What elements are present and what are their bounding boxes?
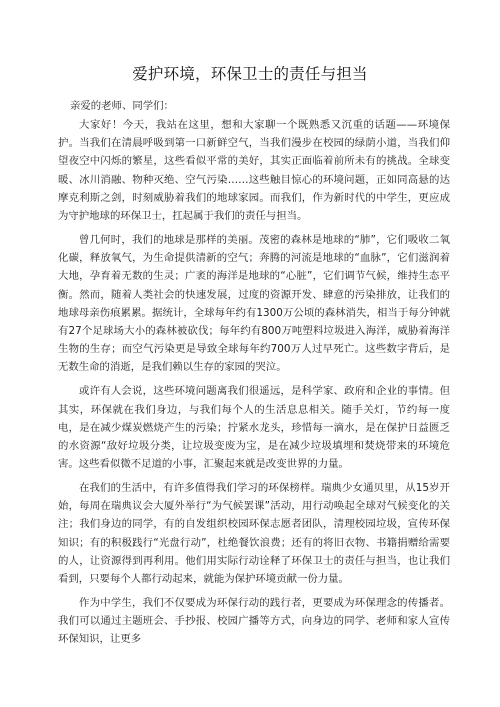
document-title: 爱护环境，环保卫士的责任与担当: [132, 65, 368, 83]
paragraph-2: 曾几何时，我们的地球是那样的美丽。茂密的森林是地球的“肺”，它们吸收二氧化碳，释放氧气，为生命提供清新的空气；奔腾的河流是地球的“血脉”，它们滋润着大地，孕育着无数的生灵；广袤的海洋是地球的“心脏”，它们调节气候，维持生态平衡。然而，随着人类社会的快速发展，过度的资源开发、肆意的污染排放，让我们的地球母亲伤痕累累。据统计，全球每年约有1300万公顷的森林消失，相当于每分钟就有27个足球场大小的森林被砍伐；每年约有800万吨塑料垃圾进入海洋，威胁着海洋生物的生存；而空气污染更是导致全球每年约700万人过早死亡。这些数字背后，是无数生命的消逝，是我们赖以生存的家园的哭泣。: [58, 234, 450, 374]
paragraph-4: 在我们的生活中，有许多值得我们学习的环保榜样。瑞典少女通贝里，从15岁开始，每周在瑞典议会大厦外举行“为气候罢课”活动，用行动唤起全球对气候变化的关注；我们身边的同学，有的自发组织校园环保志愿者团队，清理校园垃圾，宣传环保知识；有的积极践行“光盘行动”，杜绝餐饮浪费；还有的将旧衣物、书籍捐赠给需要的人，让资源得到再利用。他们用实际行动诠释了环保卫士的责任与担当，也让我们看到，只要每个人都行动起来，就能为保护环境贡献一份力量。: [58, 482, 450, 585]
salutation: 亲爱的老师、同学们：: [70, 100, 174, 112]
document-body: [58, 97, 450, 649]
paragraph-1: 大家好！今天，我站在这里，想和大家聊一个既熟悉又沉重的话题——环境保护。当我们在清晨呼吸到第一口新鲜空气，当我们漫步在校园的绿荫小道，当我们仰望夜空中闪烁的繁星，这些看似平常的美好，其实正面临着前所未有的挑战。全球变暖、冰川消融、物种灭绝、空气污染……这些触目惊心的环境问题，正如同高悬的达摩克利斯之剑，时刻威胁着我们的地球家园。而我们，作为新时代的中学生，更应成为守护地球的环保卫士，扛起属于我们的责任与担当。: [58, 119, 450, 222]
paragraph-3: 或许有人会说，这些环境问题离我们很遥远，是科学家、政府和企业的事情。但其实，环保就在我们身边，与我们每个人的生活息息相关。随手关灯，节约每一度电，是在减少煤炭燃烧产生的污染；拧紧水龙头，珍惜每一滴水，是在保护日益匮乏的水资源“敌好垃圾分类，让垃圾变废为宝，是在减少垃圾填埋和焚烧带来的环境危害。这些看似微不足道的小事，汇聚起来就是改变世界的力量。: [58, 385, 450, 470]
paragraph-5: 作为中学生，我们不仅要成为环保行动的践行者，更要成为环保理念的传播者。我们可以通过主题班会、手抄报、校园广播等方式，向身边的同学、老师和家人宣传环保知识，让更多: [58, 597, 450, 646]
